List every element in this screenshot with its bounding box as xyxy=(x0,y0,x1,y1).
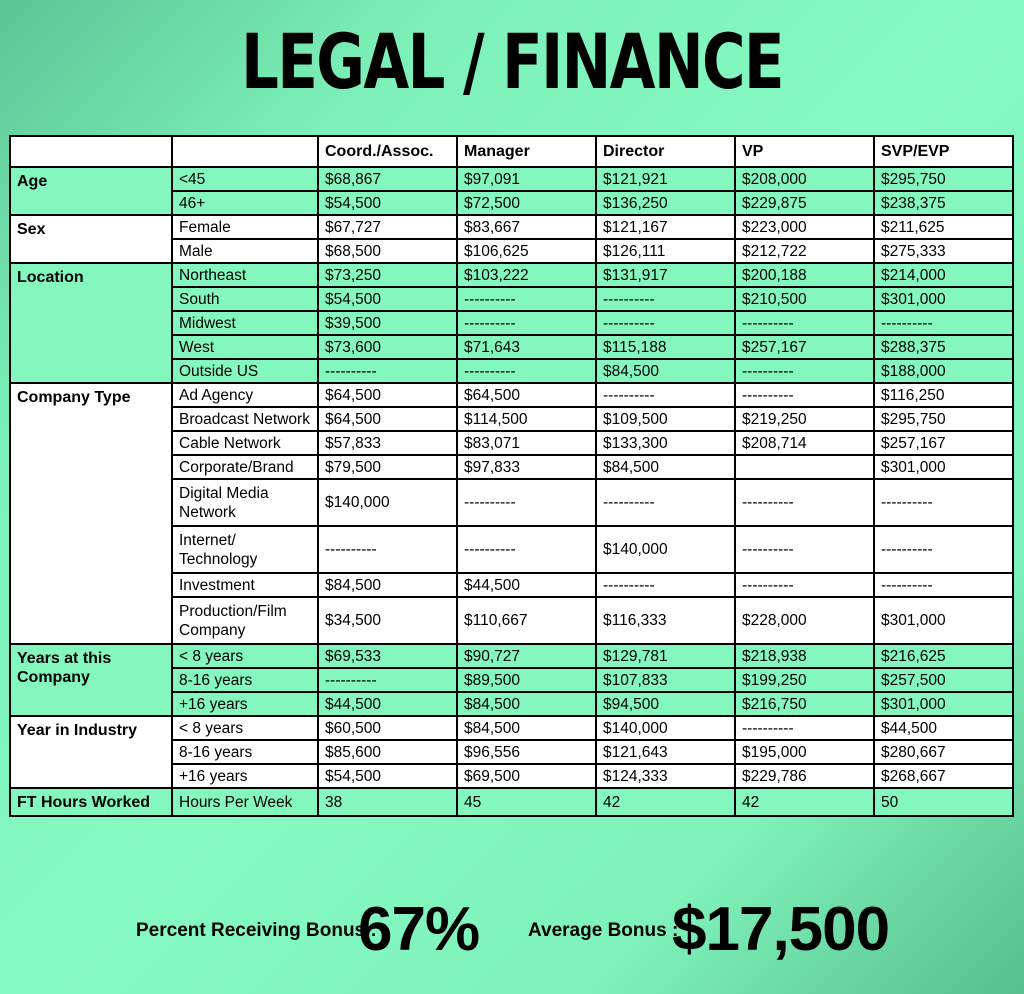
row-sub-label: Northeast xyxy=(172,263,318,287)
salary-cell: $64,500 xyxy=(318,407,457,431)
salary-cell: $268,667 xyxy=(874,764,1013,788)
row-sub-label: Midwest xyxy=(172,311,318,335)
salary-cell: $64,500 xyxy=(457,383,596,407)
salary-cell: ---------- xyxy=(874,573,1013,597)
salary-cell: $214,000 xyxy=(874,263,1013,287)
salary-cell: $280,667 xyxy=(874,740,1013,764)
table-row xyxy=(10,716,1013,740)
salary-cell: $238,375 xyxy=(874,191,1013,215)
salary-cell: ---------- xyxy=(457,311,596,335)
salary-cell: $44,500 xyxy=(318,692,457,716)
row-sub-label: +16 years xyxy=(172,692,318,716)
salary-cell: ---------- xyxy=(735,383,874,407)
salary-cell: $229,786 xyxy=(735,764,874,788)
salary-cell: $116,333 xyxy=(596,597,735,644)
salary-cell: $301,000 xyxy=(874,597,1013,644)
salary-cell: $295,750 xyxy=(874,407,1013,431)
column-header xyxy=(10,136,172,167)
salary-cell: ---------- xyxy=(596,573,735,597)
salary-cell: $129,781 xyxy=(596,644,735,668)
salary-cell: ---------- xyxy=(318,359,457,383)
salary-cell: $68,500 xyxy=(318,239,457,263)
table-row xyxy=(10,383,1013,407)
salary-cell: ---------- xyxy=(735,573,874,597)
salary-cell: $188,000 xyxy=(874,359,1013,383)
column-header: Coord./Assoc. xyxy=(318,136,457,167)
salary-cell: $288,375 xyxy=(874,335,1013,359)
salary-cell: ---------- xyxy=(735,716,874,740)
salary-cell: $208,000 xyxy=(735,167,874,191)
average-bonus-label: Average Bonus : xyxy=(528,920,679,941)
salary-table xyxy=(9,135,1014,817)
salary-cell: ---------- xyxy=(874,526,1013,573)
salary-cell: $107,833 xyxy=(596,668,735,692)
salary-cell: $85,600 xyxy=(318,740,457,764)
salary-cell: $106,625 xyxy=(457,239,596,263)
table-row xyxy=(10,215,1013,239)
salary-cell: $84,500 xyxy=(596,455,735,479)
salary-cell: $228,000 xyxy=(735,597,874,644)
salary-cell: $210,500 xyxy=(735,287,874,311)
salary-cell: $219,250 xyxy=(735,407,874,431)
salary-cell: ---------- xyxy=(596,383,735,407)
salary-cell: $84,500 xyxy=(318,573,457,597)
column-header: Manager xyxy=(457,136,596,167)
salary-cell: $83,071 xyxy=(457,431,596,455)
salary-cell: $121,167 xyxy=(596,215,735,239)
row-sub-label: Ad Agency xyxy=(172,383,318,407)
table-row xyxy=(10,644,1013,668)
salary-cell: $39,500 xyxy=(318,311,457,335)
salary-cell: $83,667 xyxy=(457,215,596,239)
salary-cell: 42 xyxy=(596,788,735,816)
row-sub-label: < 8 years xyxy=(172,644,318,668)
salary-cell: $54,500 xyxy=(318,191,457,215)
salary-cell: $103,222 xyxy=(457,263,596,287)
salary-cell: ---------- xyxy=(318,526,457,573)
salary-cell: $301,000 xyxy=(874,287,1013,311)
row-sub-label: South xyxy=(172,287,318,311)
salary-cell: $275,333 xyxy=(874,239,1013,263)
row-group-label: FT Hours Worked xyxy=(10,788,172,816)
salary-cell: $140,000 xyxy=(596,526,735,573)
salary-cell xyxy=(735,455,874,479)
row-sub-label: Digital Media Network xyxy=(172,479,318,526)
average-bonus-value: $17,500 xyxy=(672,895,890,964)
row-sub-label: < 8 years xyxy=(172,716,318,740)
column-header: SVP/EVP xyxy=(874,136,1013,167)
salary-cell: $94,500 xyxy=(596,692,735,716)
column-header: VP xyxy=(735,136,874,167)
row-group-label: Age xyxy=(10,167,172,215)
salary-cell: $121,643 xyxy=(596,740,735,764)
salary-cell: ---------- xyxy=(457,479,596,526)
salary-cell: $54,500 xyxy=(318,287,457,311)
salary-cell: $84,500 xyxy=(457,692,596,716)
salary-cell: $79,500 xyxy=(318,455,457,479)
bonus-percent-label: Percent Receiving Bonus : xyxy=(136,920,377,941)
salary-cell: ---------- xyxy=(735,359,874,383)
salary-cell: $216,625 xyxy=(874,644,1013,668)
row-sub-label: Female xyxy=(172,215,318,239)
salary-cell: $199,250 xyxy=(735,668,874,692)
column-header xyxy=(172,136,318,167)
salary-cell: $212,722 xyxy=(735,239,874,263)
salary-cell: $229,875 xyxy=(735,191,874,215)
salary-cell: ---------- xyxy=(457,287,596,311)
salary-cell: $73,600 xyxy=(318,335,457,359)
salary-cell: $124,333 xyxy=(596,764,735,788)
table-row xyxy=(10,167,1013,191)
salary-cell: $140,000 xyxy=(318,479,457,526)
salary-cell: ---------- xyxy=(457,359,596,383)
salary-cell: $133,300 xyxy=(596,431,735,455)
salary-cell: $121,921 xyxy=(596,167,735,191)
salary-cell: ---------- xyxy=(318,668,457,692)
row-group-label: Location xyxy=(10,263,172,383)
salary-cell: ---------- xyxy=(596,311,735,335)
salary-cell: $84,500 xyxy=(457,716,596,740)
salary-cell: $60,500 xyxy=(318,716,457,740)
bonus-percent-value: 67% xyxy=(358,895,480,964)
salary-cell: $200,188 xyxy=(735,263,874,287)
salary-cell: $218,938 xyxy=(735,644,874,668)
row-sub-label: 8-16 years xyxy=(172,668,318,692)
salary-cell: ---------- xyxy=(735,311,874,335)
salary-cell: ---------- xyxy=(874,311,1013,335)
salary-cell: $114,500 xyxy=(457,407,596,431)
salary-cell: $116,250 xyxy=(874,383,1013,407)
row-sub-label: 8-16 years xyxy=(172,740,318,764)
salary-cell: ---------- xyxy=(596,479,735,526)
bonus-summary xyxy=(0,880,1024,980)
salary-cell: $57,833 xyxy=(318,431,457,455)
salary-cell: 38 xyxy=(318,788,457,816)
table-row xyxy=(10,263,1013,287)
salary-cell: $64,500 xyxy=(318,383,457,407)
salary-cell: $34,500 xyxy=(318,597,457,644)
header-row xyxy=(10,136,1013,167)
row-sub-label: Production/Film Company xyxy=(172,597,318,644)
row-sub-label: West xyxy=(172,335,318,359)
table-body xyxy=(10,167,1013,816)
row-group-label: Company Type xyxy=(10,383,172,644)
row-sub-label: <45 xyxy=(172,167,318,191)
row-sub-label: Corporate/Brand xyxy=(172,455,318,479)
salary-cell: $211,625 xyxy=(874,215,1013,239)
row-sub-label: +16 years xyxy=(172,764,318,788)
salary-cell: $97,091 xyxy=(457,167,596,191)
salary-cell: $257,167 xyxy=(735,335,874,359)
salary-cell: $301,000 xyxy=(874,455,1013,479)
salary-cell: $110,667 xyxy=(457,597,596,644)
page-title: LEGAL / FINANCE xyxy=(241,17,783,106)
salary-cell: ---------- xyxy=(874,479,1013,526)
row-sub-label: 46+ xyxy=(172,191,318,215)
salary-cell: $126,111 xyxy=(596,239,735,263)
salary-cell: $90,727 xyxy=(457,644,596,668)
salary-cell: $89,500 xyxy=(457,668,596,692)
salary-cell: $97,833 xyxy=(457,455,596,479)
salary-cell: $96,556 xyxy=(457,740,596,764)
salary-cell: ---------- xyxy=(735,526,874,573)
salary-cell: $69,500 xyxy=(457,764,596,788)
salary-cell: $44,500 xyxy=(874,716,1013,740)
salary-cell: $68,867 xyxy=(318,167,457,191)
salary-cell: $136,250 xyxy=(596,191,735,215)
salary-cell: $44,500 xyxy=(457,573,596,597)
salary-cell: $223,000 xyxy=(735,215,874,239)
salary-cell: $216,750 xyxy=(735,692,874,716)
salary-cell: $71,643 xyxy=(457,335,596,359)
row-sub-label: Internet/ Technology xyxy=(172,526,318,573)
row-group-label: Sex xyxy=(10,215,172,263)
salary-cell: $208,714 xyxy=(735,431,874,455)
salary-cell: 42 xyxy=(735,788,874,816)
salary-cell: $72,500 xyxy=(457,191,596,215)
salary-cell: $84,500 xyxy=(596,359,735,383)
row-sub-label: Cable Network xyxy=(172,431,318,455)
salary-cell: $54,500 xyxy=(318,764,457,788)
salary-cell: $195,000 xyxy=(735,740,874,764)
salary-cell: $257,500 xyxy=(874,668,1013,692)
salary-cell: $131,917 xyxy=(596,263,735,287)
salary-cell: $140,000 xyxy=(596,716,735,740)
row-sub-label: Outside US xyxy=(172,359,318,383)
column-header: Director xyxy=(596,136,735,167)
salary-cell: 50 xyxy=(874,788,1013,816)
salary-cell: $109,500 xyxy=(596,407,735,431)
salary-cell: $67,727 xyxy=(318,215,457,239)
salary-cell: $69,533 xyxy=(318,644,457,668)
salary-cell: $257,167 xyxy=(874,431,1013,455)
salary-cell: ---------- xyxy=(457,526,596,573)
row-group-label: Year in Industry xyxy=(10,716,172,788)
salary-cell: ---------- xyxy=(596,287,735,311)
salary-cell: $73,250 xyxy=(318,263,457,287)
salary-cell: $295,750 xyxy=(874,167,1013,191)
row-sub-label: Broadcast Network xyxy=(172,407,318,431)
salary-cell: ---------- xyxy=(735,479,874,526)
row-sub-label: Investment xyxy=(172,573,318,597)
row-group-label: Years at this Company xyxy=(10,644,172,716)
row-sub-label: Male xyxy=(172,239,318,263)
row-sub-label: Hours Per Week xyxy=(172,788,318,816)
salary-cell: $115,188 xyxy=(596,335,735,359)
salary-cell: $301,000 xyxy=(874,692,1013,716)
salary-cell: 45 xyxy=(457,788,596,816)
table-row xyxy=(10,788,1013,816)
